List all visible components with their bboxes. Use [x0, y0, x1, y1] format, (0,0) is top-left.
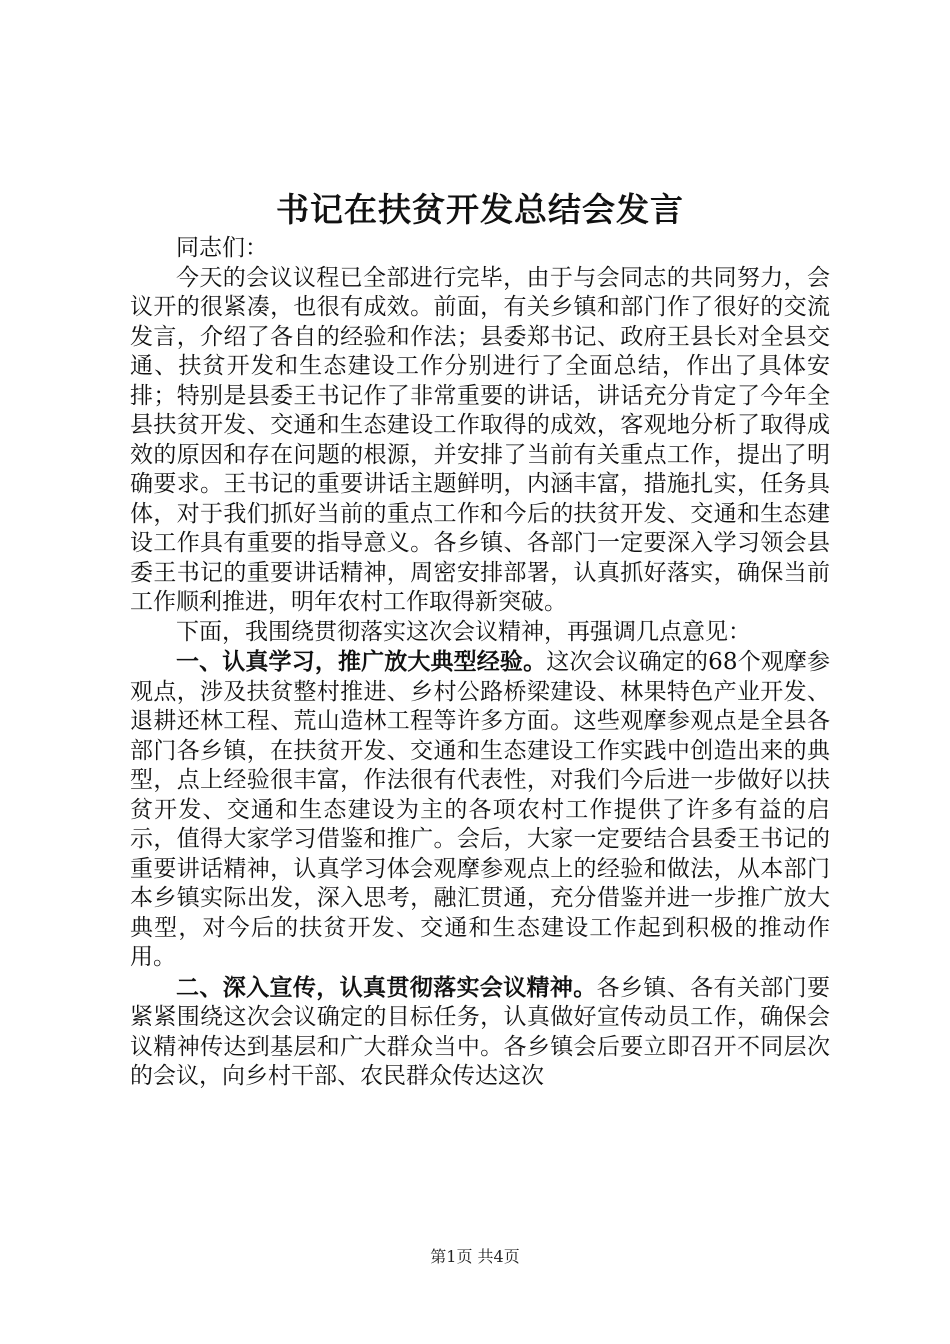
section-heading-2: 二、深入宣传，认真贯彻落实会议精神。 [176, 973, 597, 1001]
paragraph-text: 这次会议确定的68个观摩参观点，涉及扶贫整村推进、乡村公路桥梁建设、林果特色产业开发、退耕还林工程、荒山造林工程等许多方面。这些观摩参观点是全县各部门各乡镇，在扶贫开发、交通和生态建设工作实践中创造出来的典型，点上经验很丰富，作法很有代表性，对我们今后进一步做好以扶贫开发、交通和生态建设为主的各项农村工作提供了许多有益的启示，值得大家学习借鉴和推广。会后，大家一定要结合县委王书记的重要讲话精神，认真学习体会观摩参观点上的经验和做法，从本部门本乡镇实际出发，深入思考，融汇贯通，充分借鉴并进一步推广放大典型，对今后的扶贫开发、交通和生态建设工作起到积极的推动作用。 [130, 649, 831, 970]
paragraph-text: 今天的会议议程已全部进行完毕，由于与会同志的共同努力，会议开的很紧凑，也很有成效。前面，有关乡镇和部门作了很好的交流发言，介绍了各自的经验和作法；县委郑书记、政府王县长对全县交通、扶贫开发和生态建设工作分别进行了全面总结，作出了具体安排；特别是县委王书记作了非常重要的讲话，讲话充分肯定了今年全县扶贫开发、交通和生态建设工作取得的成效，客观地分析了取得成效的原因和存在问题的根源，并安排了当前有关重点工作，提出了明确要求。王书记的重要讲话主题鲜明，内涵丰富，措施扎实，任务具体，对于我们抓好当前的重点工作和今后的扶贫开发、交通和生态建设工作具有重要的指导意义。各乡镇、各部门一定要深入学习领会县委王书记的重要讲话精神，周密安排部署，认真抓好落实，确保当前工作顺利推进，明年农村工作取得新突破。 [130, 264, 830, 615]
paragraph-4 [130, 973, 830, 1092]
document-title: 书记在扶贫开发总结会发言 [276, 190, 684, 229]
section-heading-1: 一、认真学习，推广放大典型经验。 [176, 648, 547, 675]
paragraph-text: 各乡镇、各有关部门要紧紧围绕这次会议确定的目标任务，认真做好宣传动员工作，确保会议精神传达到基层和广大群众当中。各乡镇会后要立即召开不同层次的会议，向乡村干部、农民群众传达这次 [130, 974, 831, 1089]
paragraph-3 [130, 647, 830, 973]
paragraph-1 [130, 264, 830, 618]
document-page [130, 186, 830, 1092]
paragraph-text: 下面，我围绕贯彻落实这次会议精神，再强调几点意见： [176, 618, 751, 645]
salutation: 同志们： [176, 235, 268, 261]
page-footer: 第1页 共4页 [430, 1247, 520, 1266]
paragraph-2 [130, 618, 830, 648]
